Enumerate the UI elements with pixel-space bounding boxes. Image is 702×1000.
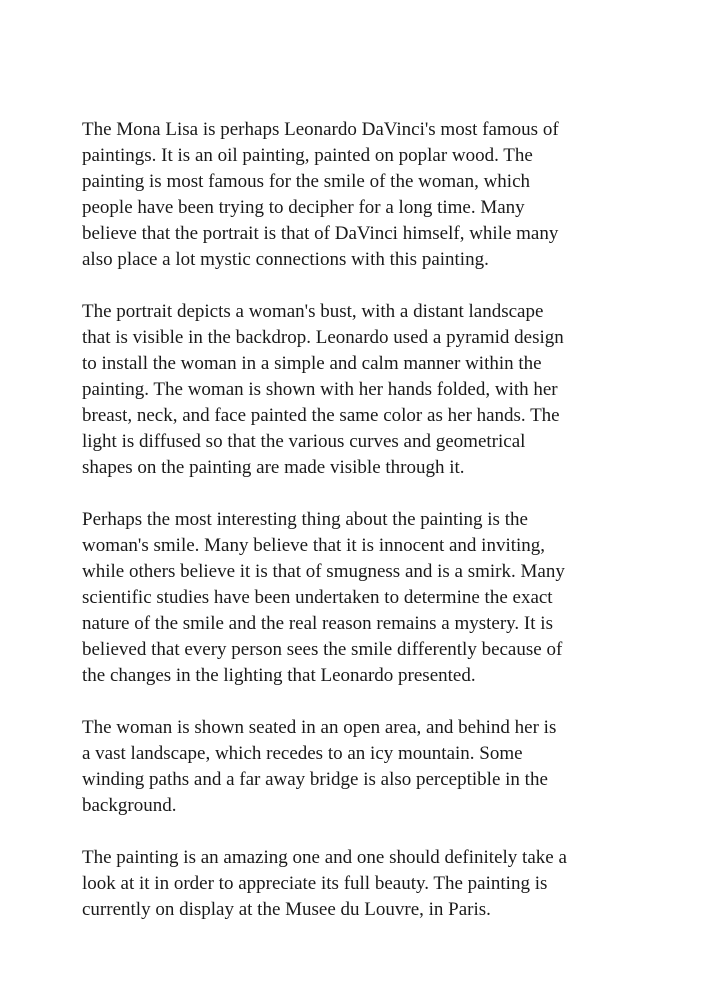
text-line: The Mona Lisa is perhaps Leonardo DaVinci's most famous of [82, 119, 559, 140]
text-line: The woman is shown seated in an open area, and behind her is [82, 717, 557, 738]
paragraph-4 [82, 715, 622, 819]
text-line: background. [82, 795, 177, 816]
paragraph-3 [82, 507, 622, 689]
text-line: believed that every person sees the smile differently because of [82, 639, 563, 660]
text-line: while others believe it is that of smugness and is a smirk. Many [82, 561, 565, 582]
text-line: that is visible in the backdrop. Leonardo used a pyramid design [82, 327, 564, 348]
text-line: paintings. It is an oil painting, painted on poplar wood. The [82, 145, 533, 166]
text-line: a vast landscape, which recedes to an icy mountain. Some [82, 743, 523, 764]
text-line: painting. The woman is shown with her hands folded, with her [82, 379, 558, 400]
text-line: currently on display at the Musee du Louvre, in Paris. [82, 899, 491, 920]
text-line: The painting is an amazing one and one should definitely take a [82, 847, 567, 868]
text-line: woman's smile. Many believe that it is innocent and inviting, [82, 535, 546, 556]
text-line: painting is most famous for the smile of the woman, which [82, 171, 531, 192]
text-line: people have been trying to decipher for a long time. Many [82, 197, 525, 218]
text-line: to install the woman in a simple and calm manner within the [82, 353, 542, 374]
body-text [82, 117, 622, 949]
text-line: The portrait depicts a woman's bust, with a distant landscape [82, 301, 544, 322]
text-line: believe that the portrait is that of DaVinci himself, while many [82, 223, 559, 244]
paragraph-1 [82, 117, 622, 273]
text-line: the changes in the lighting that Leonardo presented. [82, 665, 476, 686]
text-line: light is diffused so that the various curves and geometrical [82, 431, 526, 452]
text-line: look at it in order to appreciate its full beauty. The painting is [82, 873, 548, 894]
text-line: Perhaps the most interesting thing about the painting is the [82, 509, 528, 530]
text-line: winding paths and a far away bridge is also perceptible in the [82, 769, 548, 790]
text-line: shapes on the painting are made visible through it. [82, 457, 465, 478]
text-line: scientific studies have been undertaken to determine the exact [82, 587, 553, 608]
text-line: nature of the smile and the real reason remains a mystery. It is [82, 613, 553, 634]
paragraph-2 [82, 299, 622, 481]
text-line: also place a lot mystic connections with this painting. [82, 249, 489, 270]
text-line: breast, neck, and face painted the same color as her hands. The [82, 405, 560, 426]
paragraph-5 [82, 845, 622, 923]
